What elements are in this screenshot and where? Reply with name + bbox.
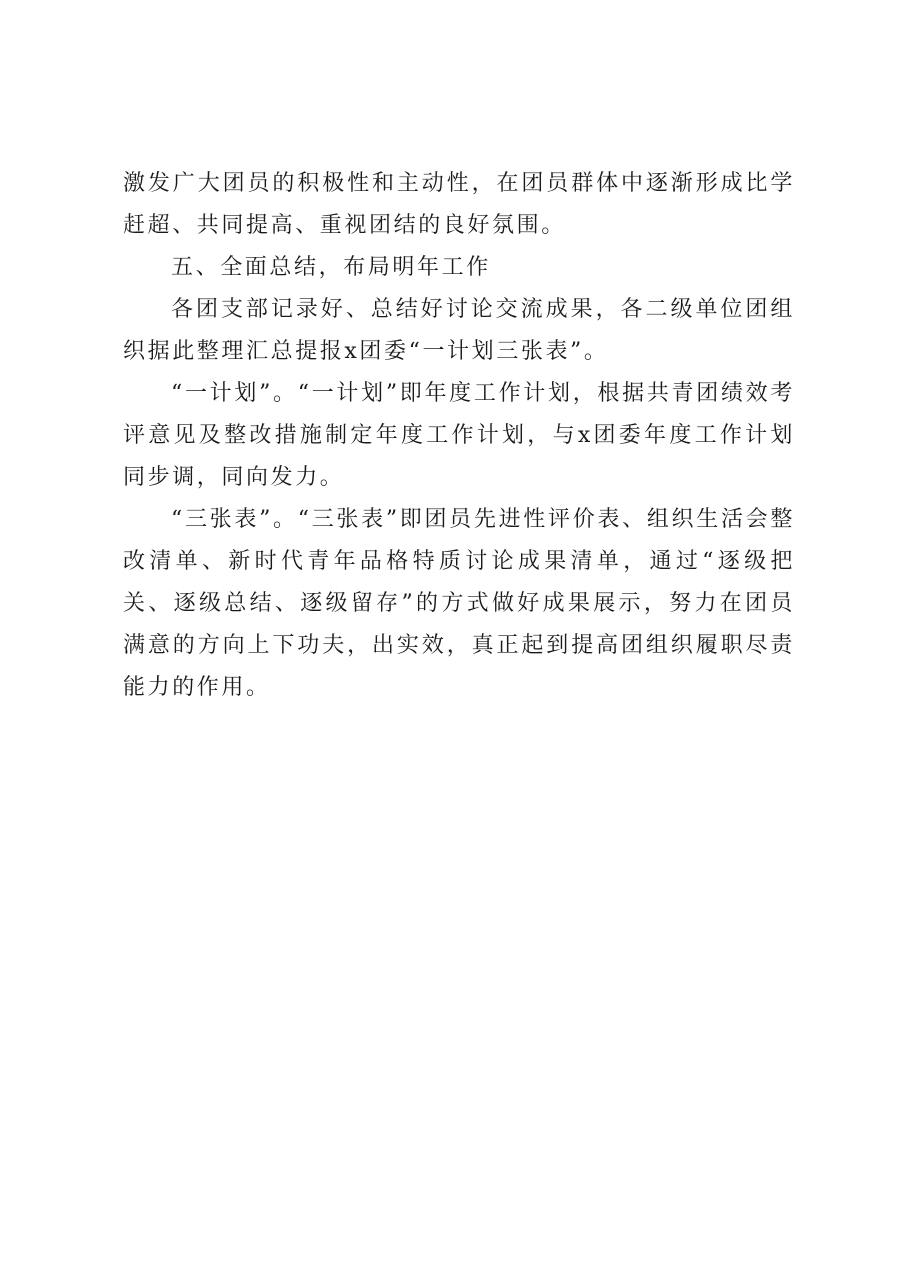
section-heading: 五、全面总结，布局明年工作 <box>171 255 491 280</box>
paragraph-one-plan: “一计划”。“一计划”即年度工作计划，根据共青团绩效考评意见及整改措施制定年度工作计划，与x团委年度工作计划同步调，同向发力。 <box>123 381 795 490</box>
paragraph-summary: 各团支部记录好、总结好讨论交流成果，各二级单位团组织据此整理汇总提报x团委“一计划三张表”。 <box>123 297 795 364</box>
paragraph-three-tables: “三张表”。“三张表”即团员先进性评价表、组织生活会整改清单、新时代青年品格特质讨论成果清单，通过“逐级把关、逐级总结、逐级留存”的方式做好成果展示，努力在团员满意的方向上下功夫，出实效，真正起到提高团组织履职尽责能力的作用。 <box>123 507 795 700</box>
document-body <box>123 163 795 709</box>
paragraph-continuation: 激发广大团员的积极性和主动性，在团员群体中逐渐形成比学赶超、共同提高、重视团结的良好氛围。 <box>123 171 795 238</box>
